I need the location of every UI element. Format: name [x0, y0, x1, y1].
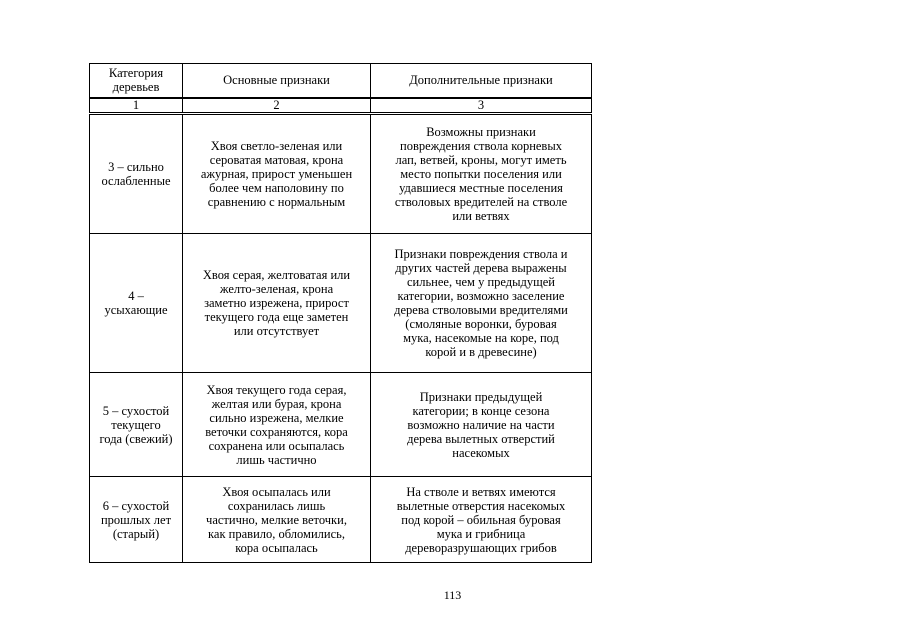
additional-signs-cell: Признаки повреждения ствола и других частей дерева выражены сильнее, чем у предыдущей категории, возможно заселение дерева стволовыми вредителями (смоляные воронки, буровая мука, насекомые на коре, под корой и в древесине): [371, 234, 592, 373]
category-cell: 3 – сильно ослабленные: [90, 114, 183, 234]
additional-signs-cell: На стволе и ветвях имеются вылетные отверстия насекомых под корой – обильная буровая мука и грибница дереворазрушающих грибов: [371, 477, 592, 563]
additional-signs-cell: Возможны признаки повреждения ствола корневых лап, ветвей, кроны, могут иметь место попытки поселения или удавшиеся местные поселения стволовых вредителей на стволе или ветвях: [371, 114, 592, 234]
main-signs-cell: Хвоя светло-зеленая или сероватая матовая, крона ажурная, прирост уменьшен более чем наполовину по сравнению с нормальным: [183, 114, 371, 234]
header-category: Категория деревьев: [90, 64, 183, 98]
main-signs-cell: Хвоя текущего года серая, желтая или бурая, крона сильно изрежена, мелкие веточки сохраняются, кора сохранена или осыпалась лишь частично: [183, 373, 371, 477]
main-signs-cell: Хвоя осыпалась или сохранилась лишь частично, мелкие веточки, как правило, обломились, кора осыпалась: [183, 477, 371, 563]
category-cell: 4 – усыхающие: [90, 234, 183, 373]
additional-signs-cell: Признаки предыдущей категории; в конце сезона возможно наличие на части дерева вылетных отверстий насекомых: [371, 373, 592, 477]
column-number-2: 2: [183, 98, 371, 114]
table-header-row: [90, 64, 592, 98]
column-number-1: 1: [90, 98, 183, 114]
table-row: [90, 114, 592, 234]
main-signs-cell: Хвоя серая, желтоватая или желто-зеленая, крона заметно изрежена, прирост текущего года еще заметен или отсутствует: [183, 234, 371, 373]
header-additional-signs: Дополнительные признаки: [371, 64, 592, 98]
table-row: [90, 234, 592, 373]
header-main-signs: Основные признаки: [183, 64, 371, 98]
column-number-3: 3: [371, 98, 592, 114]
table-row: [90, 373, 592, 477]
column-number-row: [90, 98, 592, 114]
table-row: [90, 477, 592, 563]
page-number: 113: [443, 588, 462, 602]
category-cell: 6 – сухостой прошлых лет (старый): [90, 477, 183, 563]
tree-category-table: [89, 63, 592, 563]
category-cell: 5 – сухостой текущего года (свежий): [90, 373, 183, 477]
